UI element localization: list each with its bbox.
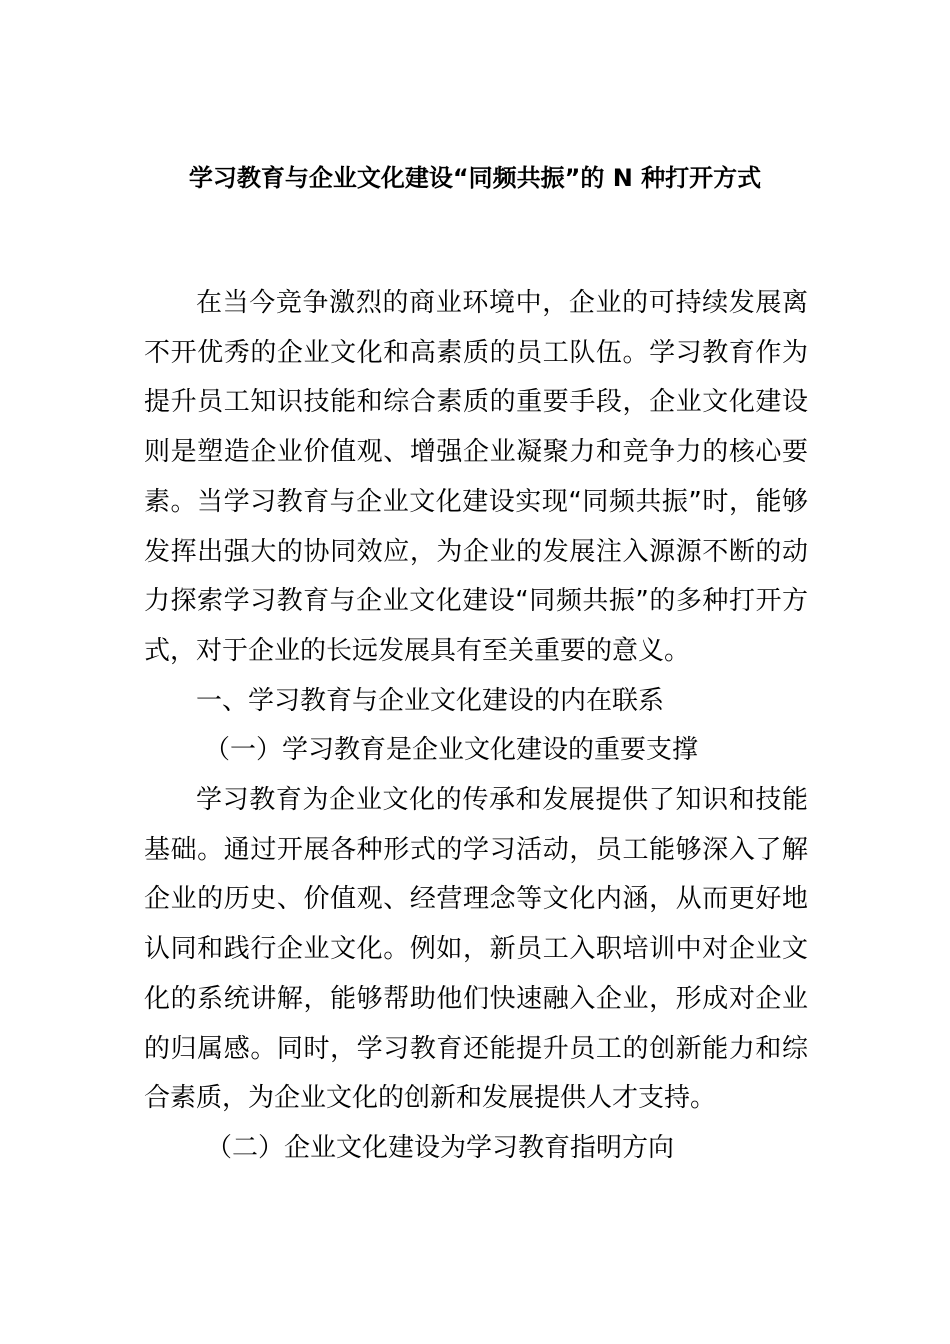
section-heading-1: 一、学习教育与企业文化建设的内在联系 <box>196 685 665 716</box>
document-body <box>144 279 808 1174</box>
intro-paragraph: 在当今竞争激烈的商业环境中，企业的可持续发展离不开优秀的企业文化和高素质的员工队伍。学习教育作为提升员工知识技能和综合素质的重要手段，企业文化建设则是塑造企业价值观、增强企业凝聚力和竞争力的核心要素。当学习教育与企业文化建设实现“同频共振”时，能够发挥出强大的协同效应，为企业的发展注入源源不断的动力探索学习教育与企业文化建设“同频共振”的多种打开方式，对于企业的长远发展具有至关重要的意义。 <box>144 288 808 666</box>
subsection-heading-2: （二）企业文化建设为学习教育指明方向 <box>206 1132 675 1163</box>
document-title: 学习教育与企业文化建设“同频共振”的 N 种打开方式 <box>188 164 762 192</box>
body-paragraph: 学习教育为企业文化的传承和发展提供了知识和技能基础。通过开展各种形式的学习活动，员工能够深入了解企业的历史、价值观、经营理念等文化内涵，从而更好地认同和践行企业文化。例如，新员工入职培训中对企业文化的系统讲解，能够帮助他们快速融入企业，形成对企业的归属感。同时，学习教育还能提升员工的创新能力和综合素质，为企业文化的创新和发展提供人才支持。 <box>144 785 808 1114</box>
subsection-heading-1: （一）学习教育是企业文化建设的重要支撑 <box>204 735 699 766</box>
